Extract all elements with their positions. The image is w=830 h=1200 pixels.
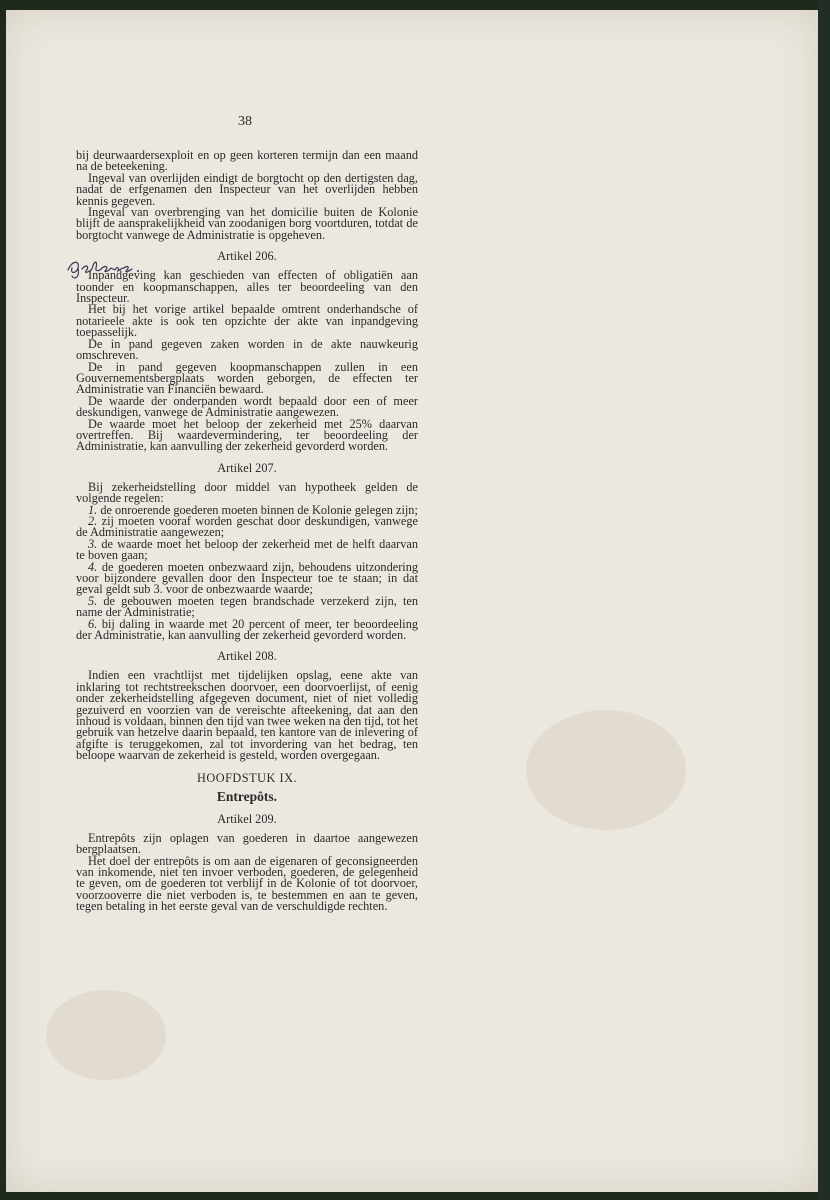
scan-border xyxy=(818,0,830,1200)
list-number: 3. xyxy=(88,536,98,551)
article-heading: Artikel 206. xyxy=(217,249,277,264)
list-item xyxy=(76,559,418,597)
list-number: 2. xyxy=(88,513,98,528)
paper-stain xyxy=(526,710,686,830)
paragraph: Bij zekerheidstelling door middel van hypotheek gelden de volgende regelen: xyxy=(76,479,418,506)
article-heading: Artikel 207. xyxy=(217,460,277,475)
list-text: bij daling in waarde met 20 percent of meer, ter beoordeeling der Administratie, kan aanvulling der zekerheid gevorderd worden. xyxy=(76,616,418,643)
article-heading: Artikel 208. xyxy=(217,649,277,664)
paragraph: Het bij het vorige artikel bepaalde omtrent onderhandsche of notarieele akte is ook ten opzichte der akte van inpandgeving toepasselijk. xyxy=(76,302,418,340)
paragraph: Inpandgeving kan geschieden van effecten of obligatiën aan toonder en koopmanschappen, alles ter beoordeeling van den Inspecteur. xyxy=(76,268,418,306)
list-text: de goederen moeten onbezwaard zijn, behoudens uitzondering voor bijzondere gevallen door den Inspecteur toe te staan; in dat geval geldt sub 3. voor de onbezwaarde waarde; xyxy=(76,559,418,597)
paragraph: De waarde der onderpanden wordt bepaald door een of meer deskundigen, vanwege de Administratie aangewezen. xyxy=(76,393,418,420)
paragraph: bij deurwaardersexploit en op geen korteren termijn dan een maand na de beteekening. xyxy=(76,148,418,174)
paragraph: Indien een vrachtlijst met tijdelijken opslag, eene akte van inklaring tot rechtstreekschen doorvoer, een doorvoerlijst, of eenig onder zekerheidstelling afgegeven document, niet of niet volledig gezuiverd en voorzien van de vereischte afteekening, dat aan den inhoud is voldaan, binnen den tijd van twee weken na den tijd, tot het gebruik van hetzelve daarin bepaald, ten kantore van de inlevering of afgifte is teruggekomen, zal tot invordering van het bedrag, ten beloope waarvan de zekerheid is gesteld, worden overgegaan. xyxy=(76,668,418,763)
chapter-label: HOOFDSTUK IX. xyxy=(196,770,298,785)
list-text: de gebouwen moeten tegen brandschade verzekerd zijn, ten name der Administratie; xyxy=(76,593,418,620)
list-text: de waarde moet het beloop der zekerheid met de helft daarvan te boven gaan; xyxy=(76,536,418,563)
paragraph: De in pand gegeven zaken worden in de akte nauwkeurig omschreven. xyxy=(76,336,418,363)
list-item xyxy=(76,536,418,563)
list-item xyxy=(76,593,418,620)
chapter-title: Entrepôts. xyxy=(216,788,278,804)
article-heading: Artikel 209. xyxy=(217,811,277,826)
list-number: 6. xyxy=(88,616,98,631)
list-item xyxy=(76,616,418,643)
list-item xyxy=(76,513,418,540)
list-number: 5. xyxy=(88,593,98,608)
paragraph: Het doel der entrepôts is om aan de eigenaren of geconsigneerden van inkomende, niet ten invoer verboden, goederen, de gelegenheid te geven, om de goederen tot verblijf in de Kolonie of tot doorvoer, voorzooverre die niet verboden is, te bestemmen en aan te geven, tegen betaling in het eerste geval van de verschuldigde rechten. xyxy=(76,853,418,914)
list-text: zij moeten vooraf worden geschat door deskundigen, vanwege de Administratie aangewezen; xyxy=(76,513,418,540)
list-text: de onroerende goederen moeten binnen de Kolonie gelegen zijn; xyxy=(100,502,418,517)
page-number: 38 xyxy=(238,114,252,129)
paragraph: Ingeval van overbrenging van het domicilie buiten de Kolonie blijft de aansprakelijkheid van zoodanigen borg voortduren, totdat de borgtocht vanwege de Administratie is opgeheven. xyxy=(76,205,418,242)
paragraph: De in pand gegeven koopmanschappen zullen in een Gouvernementsbergplaats worden geborgen, de effecten ter Administratie van Financiën bewaard. xyxy=(76,359,418,397)
paper-stain xyxy=(46,990,166,1080)
paragraph: Entrepôts zijn oplagen van goederen in daartoe aangewezen bergplaatsen. xyxy=(76,830,418,857)
paragraph: Ingeval van overlijden eindigt de borgtocht op den dertigsten dag, nadat de erfgenamen den Inspecteur van het overlijden hebben kennis gegeven. xyxy=(76,170,418,208)
paragraph: De waarde moet het beloop der zekerheid met 25% daarvan overtreffen. Bij waardevermindering, ter beoordeeling der Administratie, kan aanvulling der zekerheid gevorderd worden. xyxy=(76,416,418,454)
text-column xyxy=(76,150,418,913)
list-number: 1. xyxy=(88,502,98,517)
list-number: 4. xyxy=(88,559,98,574)
